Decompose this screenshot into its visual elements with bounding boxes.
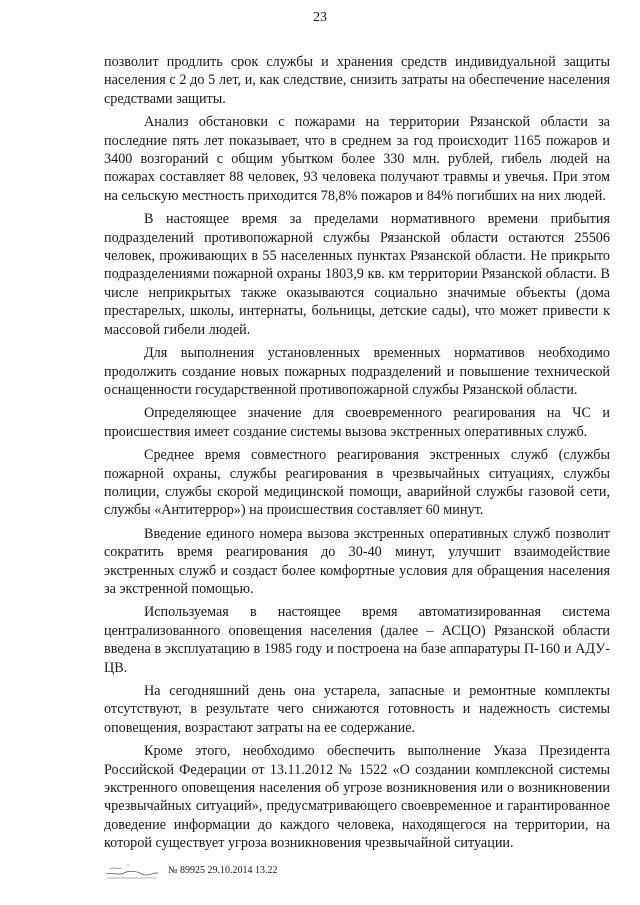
paragraph-single-number: Введение единого номера вызова экстренных оперативных служб позволит сократить время реагирования до 30-40 минут, улучшит взаимодействие экстренных служб и создаст более комфортные условия для обращения населения за экстренной помощью. <box>104 525 610 597</box>
page-number: 23 <box>313 10 327 25</box>
paragraph-asco: Используемая в настоящее время автоматизированная система централизованного оповещения населения (далее – АСЦО) Рязанской области введена в эксплуатацию в 1985 году и построена на базе аппаратуры П-160 и АДУ-ЦВ. <box>104 604 610 676</box>
paragraph-fire-analysis: Анализ обстановки с пожарами на территории Рязанской области за последние пять лет показывает, что в среднем за год происходит 1165 пожаров и 3400 возгораний с общим убытком более 330 млн. рублей, гибель людей на пожарах составляет 88 человек, 93 человека получают травмы и увечья. При этом на сельскую местность приходится 78,8% пожаров и 84% погибших на них людей. <box>104 114 610 204</box>
paragraph-outdated: На сегодняшний день она устарела, запасные и ремонтные комплекты отсутствуют, в результате чего снижаются готовность и надежность системы оповещения, возрастают затраты на ее содержание. <box>104 683 610 736</box>
paragraph-emergency-system: Определяющее значение для своевременного реагирования на ЧС и происшествия имеет создание системы вызова экстренных оперативных служб. <box>104 405 610 440</box>
page-footer <box>104 860 404 884</box>
document-body <box>104 53 610 858</box>
registration-stamp-icon <box>104 860 160 882</box>
paragraph-continuation: позволит продлить срок службы и хранения средств индивидуальной защиты населения с 2 до 5 лет, и, как следствие, снизить затраты на обеспечение населения средствами защиты. <box>104 54 610 107</box>
document-reference: № 89925 29.10.2014 13.22 <box>168 865 278 876</box>
paragraph-response-time: Среднее время совместного реагирования экстренных служб (службы пожарной охраны, службы реагирования в чрезвычайных ситуациях, службы полиции, службы скорой медицинской помощи, аварийной службы газовой сети, службы «Антитеррор») на происшествия составляет 60 минут. <box>104 447 610 519</box>
paragraph-presidential-decree: Кроме этого, необходимо обеспечить выполнение Указа Президента Российской Федерации от 13.11.2012 № 1522 «О создании комплексной системы экстренного оповещения населения об угрозе возникновения или о возникновении чрезвычайных ситуаций», предусматривающего своевременное и гарантированное доведение информации до каждого человека, находящегося на территории, на которой существует угроза возникновения чрезвычайной ситуации. <box>104 743 610 852</box>
paragraph-fire-units: Для выполнения установленных временных нормативов необходимо продолжить создание новых пожарных подразделений и повышение технической оснащенности государственной противопожарной службы Рязанской области. <box>104 345 610 398</box>
paragraph-coverage: В настоящее время за пределами нормативного времени прибытия подразделений противопожарной службы Рязанской области остаются 25506 человек, проживающих в 55 населенных пунктах Рязанской области. Не прикрыто подразделениями пожарной охраны 1803,9 кв. км территории Рязанской области. В числе неприкрытых также оказываются социально значимые объекты (дома престарелых, школы, интернаты, больницы, детские сады), что может привести к массовой гибели людей. <box>104 211 610 338</box>
